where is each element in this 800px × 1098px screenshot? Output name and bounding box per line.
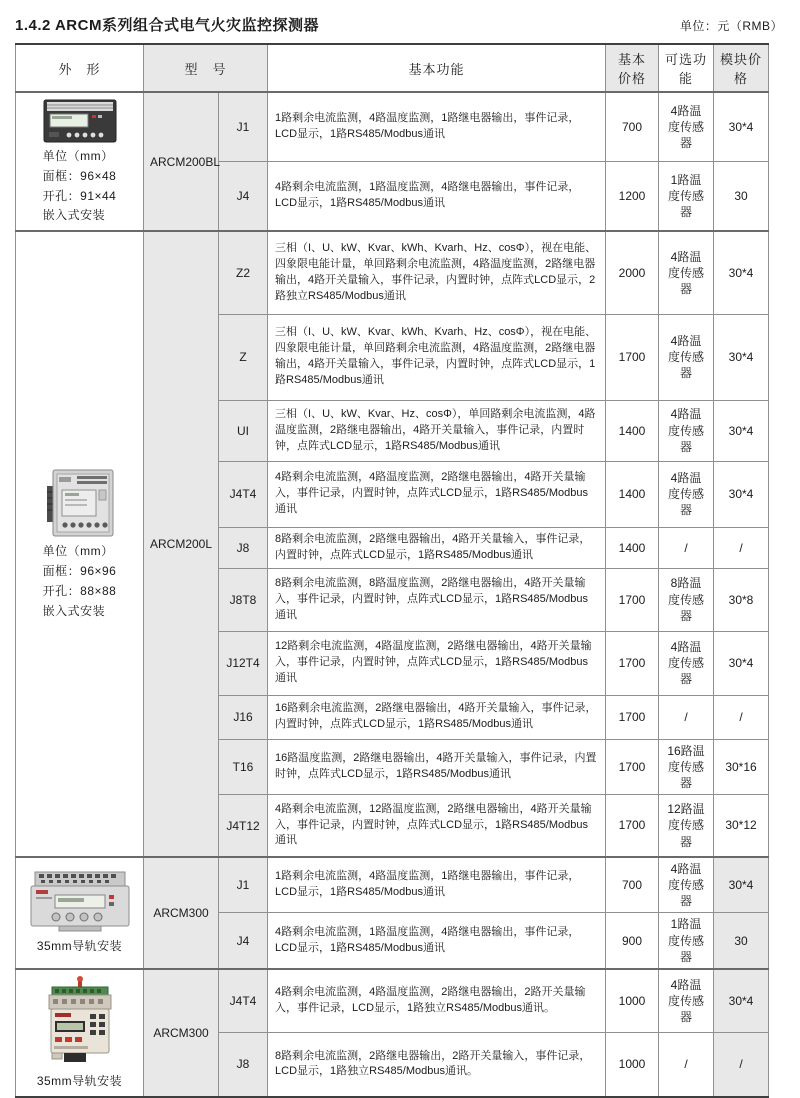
module-price-cell: 30*4 <box>714 969 769 1033</box>
optional-cell: / <box>659 1033 714 1097</box>
base-price-cell: 1400 <box>606 461 659 527</box>
spec-line: 面框：96×96 <box>42 564 117 579</box>
mounting-spec-lines <box>43 147 117 226</box>
optional-cell: 12路温度传感器 <box>659 795 714 857</box>
variant-cell: J4 <box>219 913 268 969</box>
function-cell: 16路温度监测，2路继电器输出，4路开关量输入，事件记录，内置时钟，点阵式LCD显示，1路RS485/Modbus通讯 <box>268 739 606 795</box>
variant-cell: J8T8 <box>219 568 268 631</box>
model-cell: ARCM200BL <box>144 92 219 231</box>
variant-cell: J12T4 <box>219 631 268 695</box>
function-cell: 4路剩余电流监测，12路温度监测，2路继电器输出，4路开关量输入，事件记录，内置时钟，点阵式LCD显示，1路RS485/Modbus通讯 <box>268 795 606 857</box>
module-price-cell: / <box>714 695 769 739</box>
base-price-cell: 700 <box>606 857 659 913</box>
variant-cell: J1 <box>219 92 268 162</box>
spec-line: 单位（mm） <box>42 149 114 163</box>
module-price-cell: 30*4 <box>714 400 769 461</box>
optional-cell: 4路温度传感器 <box>659 92 714 162</box>
variant-cell: J8 <box>219 527 268 568</box>
col-header-shape: 外 形 <box>16 44 144 92</box>
device-image-panel-meter-square <box>18 468 141 538</box>
module-price-cell: 30*4 <box>714 92 769 162</box>
variant-cell: T16 <box>219 739 268 795</box>
table-row <box>16 857 769 913</box>
variant-cell: J4T4 <box>219 461 268 527</box>
optional-cell: 4路温度传感器 <box>659 231 714 314</box>
function-cell: 4路剩余电流监测，4路温度监测，2路继电器输出，2路开关量输入，事件记录，LCD显示，1路独立RS485/Modbus通讯。 <box>268 969 606 1033</box>
optional-cell: 1路温度传感器 <box>659 162 714 232</box>
module-price-cell: 30*4 <box>714 857 769 913</box>
optional-cell: 4路温度传感器 <box>659 631 714 695</box>
optional-cell: 1路温度传感器 <box>659 913 714 969</box>
module-price-cell: 30 <box>714 162 769 232</box>
unit-note: 单位：元（RMB） <box>679 19 783 33</box>
module-price-cell: / <box>714 1033 769 1097</box>
function-cell: 三相（I、U、kW、Kvar、kWh、Kvarh、Hz、cosΦ），视在电能、四象限电能计量，单回路剩余电流监测，4路温度监测，2路继电器输出，4路开关量输入，事件记录，内置时钟，点阵式LCD显示，1路RS485/Modbus通讯 <box>268 314 606 400</box>
function-cell: 三相（I、U、kW、Kvar、kWh、Kvarh、Hz、cosΦ），视在电能、四象限电能计量，单回路剩余电流监测，4路温度监测，2路继电器输出，4路开关量输入，事件记录，内置时钟，点阵式LCD显示，2路独立RS485/Modbus通讯 <box>268 231 606 314</box>
function-cell: 8路剩余电流监测，2路继电器输出，2路开关量输入，事件记录，LCD显示，1路独立RS485/Modbus通讯。 <box>268 1033 606 1097</box>
function-cell: 4路剩余电流监测，1路温度监测，4路继电器输出，事件记录，LCD显示，1路RS485/Modbus通讯 <box>268 162 606 232</box>
optional-cell: / <box>659 695 714 739</box>
function-cell: 4路剩余电流监测，4路温度监测，2路继电器输出，4路开关量输入，事件记录，内置时钟，点阵式LCD显示，1路RS485/Modbus通讯 <box>268 461 606 527</box>
col-header-function: 基本功能 <box>268 44 606 92</box>
col-header-base-price: 基本价格 <box>606 44 659 92</box>
table-row <box>16 92 769 162</box>
spec-line: 单位（mm） <box>42 544 114 559</box>
mounting-spec-lines <box>18 937 141 957</box>
optional-cell: 16路温度传感器 <box>659 739 714 795</box>
variant-cell: J8 <box>219 1033 268 1097</box>
optional-cell: 4路温度传感器 <box>659 314 714 400</box>
function-cell: 8路剩余电流监测，2路继电器输出，4路开关量输入，事件记录，内置时钟，点阵式LCD显示，1路RS485/Modbus通讯 <box>268 527 606 568</box>
optional-cell: 4路温度传感器 <box>659 461 714 527</box>
col-header-module-price: 模块价格 <box>714 44 769 92</box>
module-price-cell: 30*4 <box>714 314 769 400</box>
module-price-cell: / <box>714 527 769 568</box>
module-price-cell: 30 <box>714 913 769 969</box>
base-price-cell: 1000 <box>606 969 659 1033</box>
base-price-cell: 1400 <box>606 527 659 568</box>
model-cell: ARCM200L <box>144 231 219 857</box>
base-price-cell: 1700 <box>606 568 659 631</box>
col-header-optional: 可选功能 <box>659 44 714 92</box>
model-cell: ARCM300 <box>144 969 219 1097</box>
optional-cell: / <box>659 527 714 568</box>
variant-cell: J1 <box>219 857 268 913</box>
base-price-cell: 700 <box>606 92 659 162</box>
base-price-cell: 1700 <box>606 314 659 400</box>
document-header <box>15 0 785 35</box>
function-cell: 三相（I、U、kW、Kvar、Hz、cosΦ），单回路剩余电流监测，4路温度监测，2路继电器输出，4路开关量输入，事件记录，内置时钟，点阵式LCD显示，1路RS485/Modbus通讯 <box>268 400 606 461</box>
spec-line: 开孔：88×88 <box>42 583 117 598</box>
optional-cell: 8路温度传感器 <box>659 568 714 631</box>
mounting-spec-lines <box>43 542 117 621</box>
spec-line: 35mm导轨安装 <box>36 938 123 953</box>
mounting-spec-lines <box>18 1072 141 1092</box>
function-cell: 16路剩余电流监测，2路继电器输出，4路开关量输入，事件记录，内置时钟，点阵式LCD显示，1路RS485/Modbus通讯 <box>268 695 606 739</box>
base-price-cell: 1700 <box>606 631 659 695</box>
module-price-cell: 30*4 <box>714 631 769 695</box>
function-cell: 1路剩余电流监测，4路温度监测，1路继电器输出，事件记录，LCD显示，1路RS485/Modbus通讯 <box>268 857 606 913</box>
function-cell: 1路剩余电流监测，4路温度监测，1路继电器输出，事件记录，LCD显示，1路RS485/Modbus通讯 <box>268 92 606 162</box>
table-row <box>16 969 769 1033</box>
module-price-cell: 30*12 <box>714 795 769 857</box>
variant-cell: UI <box>219 400 268 461</box>
base-price-cell: 1200 <box>606 162 659 232</box>
shape-cell <box>16 857 144 969</box>
base-price-cell: 1000 <box>606 1033 659 1097</box>
device-image-panel-meter-horizontal <box>18 99 141 143</box>
optional-cell: 4路温度传感器 <box>659 400 714 461</box>
product-spec-table <box>15 43 769 1098</box>
base-price-cell: 1400 <box>606 400 659 461</box>
spec-line: 嵌入式安装 <box>42 208 106 223</box>
shape-cell <box>16 969 144 1097</box>
base-price-cell: 2000 <box>606 231 659 314</box>
model-cell: ARCM300 <box>144 857 219 969</box>
variant-cell: Z2 <box>219 231 268 314</box>
page-title: 1.4.2 ARCM系列组合式电气火灾监控探测器 <box>15 17 319 34</box>
variant-cell: J4T4 <box>219 969 268 1033</box>
base-price-cell: 900 <box>606 913 659 969</box>
table-header-row <box>16 44 769 92</box>
variant-cell: Z <box>219 314 268 400</box>
shape-cell <box>16 231 144 857</box>
optional-cell: 4路温度传感器 <box>659 857 714 913</box>
base-price-cell: 1700 <box>606 795 659 857</box>
base-price-cell: 1700 <box>606 695 659 739</box>
variant-cell: J4T12 <box>219 795 268 857</box>
variant-cell: J16 <box>219 695 268 739</box>
spec-line: 35mm导轨安装 <box>36 1073 123 1088</box>
col-header-model: 型 号 <box>144 44 268 92</box>
module-price-cell: 30*8 <box>714 568 769 631</box>
variant-cell: J4 <box>219 162 268 232</box>
module-price-cell: 30*4 <box>714 231 769 314</box>
optional-cell: 4路温度传感器 <box>659 969 714 1033</box>
module-price-cell: 30*16 <box>714 739 769 795</box>
base-price-cell: 1700 <box>606 739 659 795</box>
function-cell: 8路剩余电流监测，8路温度监测，2路继电器输出，4路开关量输入，事件记录，内置时钟，点阵式LCD显示，1路RS485/Modbus通讯 <box>268 568 606 631</box>
spec-line: 嵌入式安装 <box>42 603 106 618</box>
device-image-din-rail-wireless-module <box>18 976 141 1068</box>
spec-line: 面框：96×48 <box>42 168 117 183</box>
shape-cell <box>16 92 144 231</box>
device-image-din-rail-module <box>18 871 141 933</box>
table-row <box>16 231 769 314</box>
module-price-cell: 30*4 <box>714 461 769 527</box>
function-cell: 4路剩余电流监测，1路温度监测，4路继电器输出，事件记录，LCD显示，1路RS485/Modbus通讯 <box>268 913 606 969</box>
spec-line: 开孔：91×44 <box>42 188 117 203</box>
function-cell: 12路剩余电流监测，4路温度监测，2路继电器输出，4路开关量输入，事件记录，内置时钟，点阵式LCD显示，1路RS485/Modbus通讯 <box>268 631 606 695</box>
